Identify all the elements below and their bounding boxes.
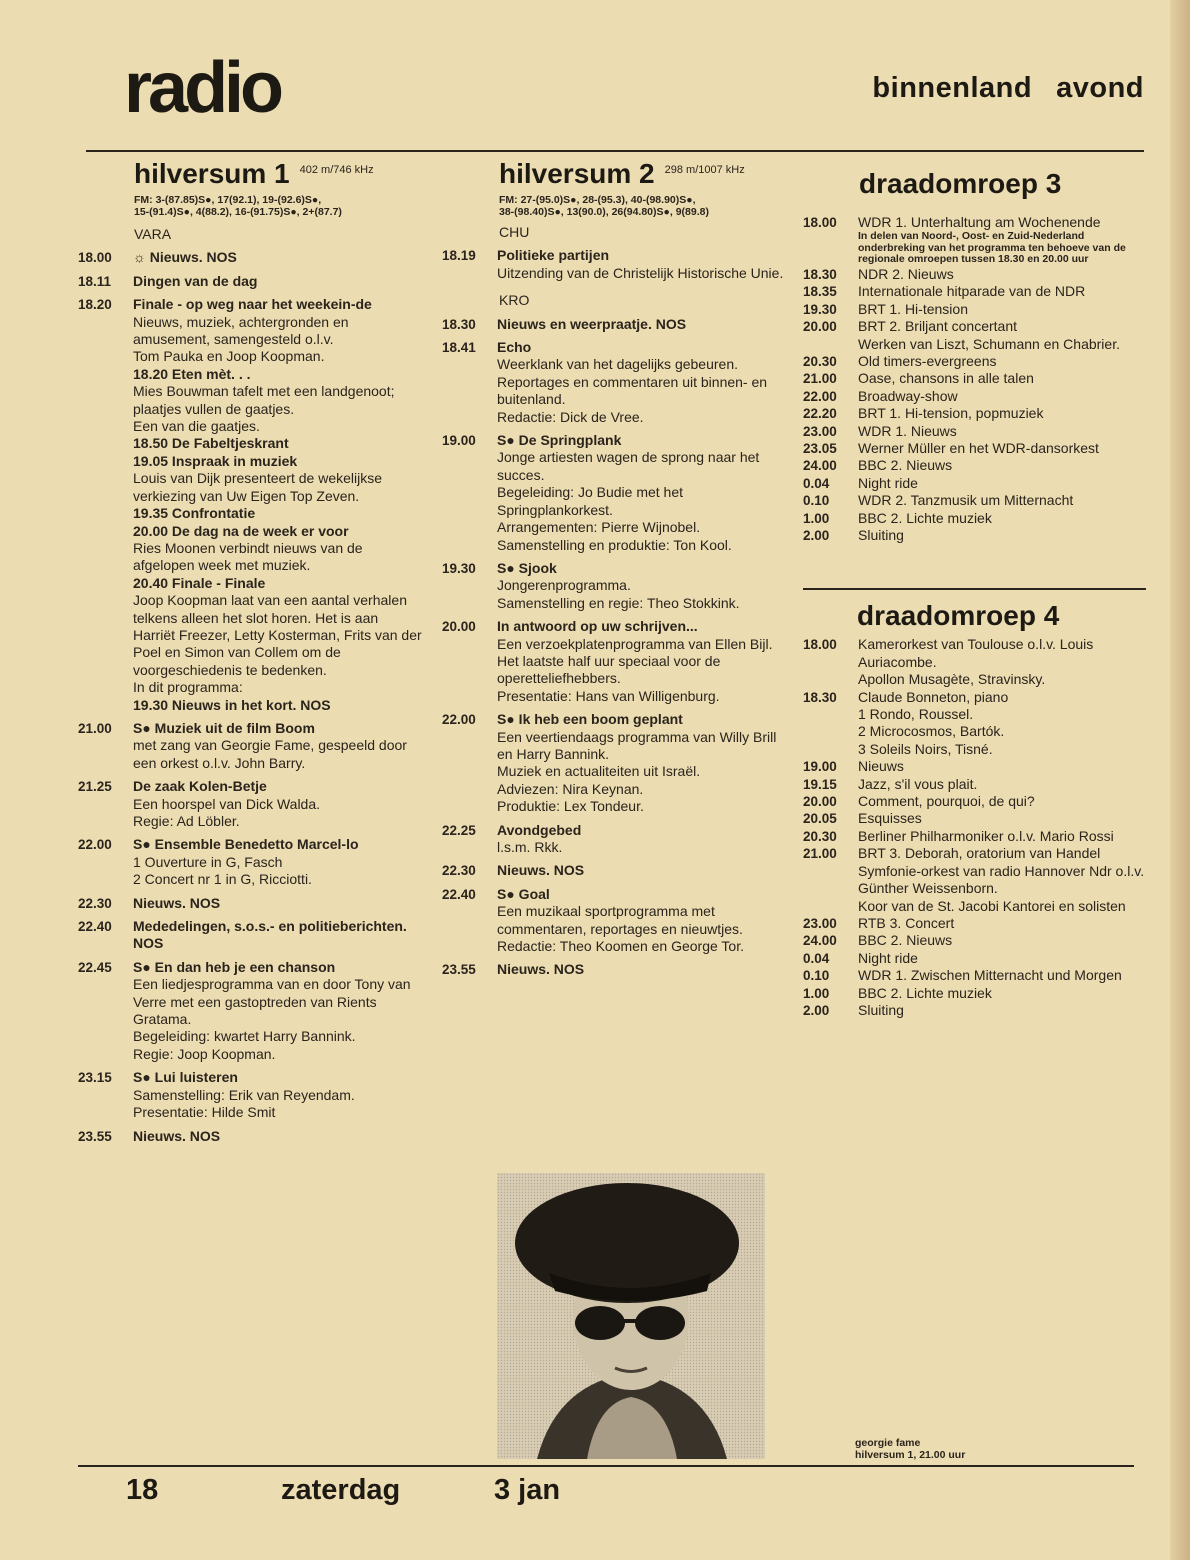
program-title: S● Muziek uit de film Boom bbox=[133, 719, 315, 736]
program-title: Nieuws en weerpraatje. NOS bbox=[497, 315, 687, 332]
program-line: BBC 2. Nieuws bbox=[858, 932, 953, 949]
program-entry bbox=[803, 283, 1146, 300]
program-entry bbox=[803, 985, 1146, 1002]
program-title: Politieke partijen bbox=[497, 247, 610, 264]
program-body bbox=[858, 967, 1146, 984]
program-description: Begeleiding: Jo Budie met het Springplankorkest. bbox=[497, 484, 684, 518]
program-body bbox=[858, 388, 1146, 405]
program-description: Samenstelling en regie: Theo Stokkink. bbox=[497, 594, 740, 611]
program-description: Redactie: Dick de Vree. bbox=[497, 408, 644, 425]
sub-program-title: 20.40 Finale - Finale bbox=[133, 574, 266, 591]
program-title: Nieuws. NOS bbox=[133, 894, 221, 911]
program-entry bbox=[803, 388, 1146, 405]
program-time: 18.30 bbox=[803, 689, 837, 705]
program-line: Werner Müller en het WDR-dansorkest bbox=[858, 439, 1099, 456]
program-body bbox=[858, 689, 1146, 759]
program-entry bbox=[803, 301, 1146, 318]
program-time: 0.10 bbox=[803, 493, 830, 509]
program-time: 23.00 bbox=[803, 915, 837, 931]
program-entry bbox=[803, 950, 1146, 967]
program-body bbox=[497, 862, 792, 879]
program-description: Een liedjesprogramma van en door Tony van Verre met een gastoptreden van Rients Gratama. bbox=[133, 976, 411, 1028]
program-time: 19.15 bbox=[803, 776, 837, 792]
program-body bbox=[133, 895, 423, 912]
program-time: 18.20 bbox=[78, 297, 112, 313]
program-title: S● Ensemble Benedetto Marcel-lo bbox=[133, 836, 359, 853]
program-body bbox=[858, 793, 1146, 810]
program-entry bbox=[803, 423, 1146, 440]
program-line: Night ride bbox=[858, 949, 918, 966]
program-time: 22.40 bbox=[442, 886, 476, 902]
program-time: 0.10 bbox=[803, 968, 830, 984]
program-body bbox=[858, 932, 1146, 949]
program-line: Claude Bonneton, piano bbox=[858, 688, 1009, 705]
program-body bbox=[858, 283, 1146, 300]
sub-program-title: 18.50 De Fabeltjeskrant bbox=[133, 435, 289, 452]
program-entry bbox=[442, 961, 792, 978]
program-time: 20.30 bbox=[803, 828, 837, 844]
program-time: 19.00 bbox=[442, 433, 476, 449]
column-draadomroep bbox=[803, 158, 1146, 1019]
program-entry bbox=[803, 776, 1146, 793]
page-spine-shadow bbox=[1170, 0, 1190, 1560]
masthead-title: radio bbox=[124, 48, 281, 128]
program-time: 22.00 bbox=[803, 388, 837, 404]
program-body bbox=[858, 457, 1146, 474]
program-description: Begeleiding: kwartet Harry Bannink. bbox=[133, 1028, 356, 1045]
station-title: draadomroep 3 bbox=[859, 168, 1062, 199]
program-description: Jongerenprogramma. bbox=[497, 577, 631, 594]
program-entry bbox=[803, 492, 1146, 509]
program-entry bbox=[78, 273, 423, 290]
program-entry bbox=[78, 1069, 423, 1121]
program-description: Adviezen: Nira Keynan. bbox=[497, 780, 644, 797]
program-body bbox=[858, 810, 1146, 827]
program-time: 19.30 bbox=[803, 301, 837, 317]
program-description: Reportages en commentaren uit binnen- en buitenland. bbox=[497, 373, 768, 408]
program-line: Werken van Liszt, Schumann en Chabrier. bbox=[858, 335, 1120, 352]
program-list bbox=[78, 249, 423, 1145]
program-entry bbox=[803, 510, 1146, 527]
program-time: 22.25 bbox=[442, 822, 476, 838]
program-line: Esquisses bbox=[858, 810, 922, 827]
program-entry bbox=[78, 895, 423, 912]
program-entry bbox=[803, 370, 1146, 387]
program-time: 18.00 bbox=[803, 215, 837, 230]
footer-day: zaterdag bbox=[281, 1474, 401, 1506]
program-title: Avondgebed bbox=[497, 821, 582, 838]
sub-program-title: 18.20 Eten mèt. . . bbox=[133, 365, 251, 382]
program-description: Een hoorspel van Dick Walda. bbox=[133, 795, 321, 812]
fm-frequencies: FM: 27-(95.0)S●, 28-(95.3), 40-(98.90)S●, 38-(98.40)S●, 13(90.0), 26(94.80)S●, 9(89.8) bbox=[499, 194, 709, 218]
program-line: Apollon Musagète, Stravinsky. bbox=[858, 671, 1046, 688]
program-time: 1.00 bbox=[803, 985, 830, 1001]
program-entry bbox=[803, 793, 1146, 810]
program-description: Arrangementen: Pierre Wijnobel. bbox=[497, 519, 701, 536]
program-entry bbox=[803, 1002, 1146, 1019]
program-title: S● Goal bbox=[497, 885, 550, 902]
program-entry bbox=[803, 810, 1146, 827]
program-entry bbox=[442, 618, 792, 705]
program-entry bbox=[442, 822, 792, 857]
program-line: WDR 1. Zwischen Mitternacht und Morgen bbox=[858, 967, 1122, 984]
sub-program-description: Mies Bouwman tafelt met een landgenoot; plaatjes vullen de gaatjes. bbox=[133, 383, 395, 417]
program-title: Dingen van de dag bbox=[133, 272, 258, 289]
program-time: 23.00 bbox=[803, 423, 837, 439]
program-time: 2.00 bbox=[803, 528, 830, 543]
program-entry bbox=[78, 778, 423, 830]
program-line: BRT 1. Hi-tension bbox=[858, 300, 968, 317]
program-list bbox=[803, 214, 1146, 544]
program-entry bbox=[803, 475, 1146, 492]
program-line: Sluiting bbox=[858, 1001, 904, 1018]
program-title: S● Sjook bbox=[497, 559, 557, 576]
program-description: 2 Concert nr 1 in G, Ricciotti. bbox=[133, 871, 312, 888]
program-time: 22.45 bbox=[78, 959, 112, 975]
program-time: 0.04 bbox=[803, 475, 830, 491]
program-line: BRT 2. Briljant concertant bbox=[858, 318, 1018, 335]
broadcaster-label: VARA bbox=[134, 226, 172, 242]
program-description: l.s.m. Rkk. bbox=[497, 839, 563, 855]
program-body bbox=[858, 845, 1146, 915]
sub-program-title: 19.05 Inspraak in muziek bbox=[133, 452, 298, 469]
program-entry bbox=[442, 560, 792, 612]
program-body bbox=[497, 886, 792, 956]
sub-program-description: Louis van Dijk presenteert de wekelijkse verkiezing van Uw Eigen Top Zeven. bbox=[133, 470, 383, 504]
column-rule bbox=[803, 588, 1146, 590]
program-time: 21.00 bbox=[78, 720, 112, 736]
program-description: Samenstelling: Erik van Reyendam. bbox=[133, 1086, 355, 1103]
portrait-photo bbox=[497, 1173, 765, 1459]
program-title: S● De Springplank bbox=[497, 432, 622, 449]
program-entry bbox=[78, 836, 423, 888]
program-line: BRT 3. Deborah, oratorium van Handel bbox=[858, 845, 1101, 862]
program-body bbox=[133, 720, 423, 772]
program-description: Een muzikaal sportprogramma met commentaren, reportages en nieuwtjes. bbox=[497, 903, 743, 937]
program-body bbox=[858, 475, 1146, 492]
program-line: Oase, chansons in alle talen bbox=[858, 370, 1034, 387]
program-title: ☼ Nieuws. NOS bbox=[133, 249, 237, 266]
program-entry bbox=[803, 636, 1146, 688]
program-time: 21.25 bbox=[78, 779, 112, 795]
program-entry bbox=[803, 828, 1146, 845]
program-time: 23.55 bbox=[442, 962, 476, 978]
program-line: Broadway-show bbox=[858, 387, 958, 404]
program-time: 22.30 bbox=[78, 895, 112, 911]
program-entry bbox=[803, 845, 1146, 915]
program-entry bbox=[803, 915, 1146, 932]
program-time: 18.35 bbox=[803, 284, 837, 300]
program-time: 24.00 bbox=[803, 458, 837, 474]
program-entry bbox=[803, 758, 1146, 775]
program-line: Sluiting bbox=[858, 527, 904, 543]
program-line: Internationale hitparade van de NDR bbox=[858, 283, 1086, 300]
program-entry bbox=[803, 405, 1146, 422]
program-body bbox=[858, 301, 1146, 318]
program-body bbox=[858, 758, 1146, 775]
program-body bbox=[497, 961, 792, 978]
program-body bbox=[133, 273, 423, 290]
program-description: Weerklank van het dagelijks gebeuren. bbox=[497, 356, 739, 373]
program-title: In antwoord op uw schrijven... bbox=[497, 618, 698, 635]
program-body bbox=[497, 618, 792, 705]
program-body bbox=[497, 316, 792, 333]
program-body bbox=[858, 636, 1146, 688]
program-line: WDR 1. Nieuws bbox=[858, 422, 957, 439]
program-entry bbox=[78, 918, 423, 953]
program-body bbox=[497, 432, 792, 554]
program-description: met zang van Georgie Fame, gespeeld door een orkest o.l.v. John Barry. bbox=[133, 737, 407, 771]
program-body bbox=[133, 778, 423, 830]
program-time: 19.00 bbox=[803, 759, 837, 775]
program-entry bbox=[78, 959, 423, 1063]
program-body bbox=[858, 405, 1146, 422]
program-entry bbox=[803, 689, 1146, 759]
program-description: Produktie: Lex Tondeur. bbox=[497, 798, 644, 815]
bottom-rule bbox=[78, 1465, 1134, 1467]
program-time: 18.30 bbox=[442, 316, 476, 332]
program-line: BRT 1. Hi-tension, popmuziek bbox=[858, 405, 1044, 422]
program-line: Comment, pourquoi, de qui? bbox=[858, 793, 1035, 810]
program-line: 1 Rondo, Roussel. bbox=[858, 706, 974, 723]
program-entry bbox=[442, 862, 792, 879]
program-entry bbox=[442, 886, 792, 956]
station-title: draadomroep 4 bbox=[857, 600, 1060, 632]
program-body bbox=[858, 353, 1146, 370]
program-body bbox=[497, 339, 792, 426]
program-body bbox=[858, 370, 1146, 387]
program-description: Tom Pauka en Joop Koopman. bbox=[133, 348, 325, 365]
program-body bbox=[858, 423, 1146, 440]
program-title: S● En dan heb je een chanson bbox=[133, 958, 336, 975]
section-label bbox=[872, 72, 1144, 105]
program-line: NDR 2. Nieuws bbox=[858, 265, 954, 282]
program-title: Mededelingen, s.o.s.- en politieberichten. NOS bbox=[133, 918, 407, 952]
program-body bbox=[133, 1128, 423, 1145]
program-time: 24.00 bbox=[803, 933, 837, 949]
program-description: Presentatie: Hans van Willigenburg. bbox=[497, 687, 720, 704]
program-body bbox=[858, 440, 1146, 457]
broadcaster-block bbox=[442, 316, 792, 979]
program-time: 18.19 bbox=[442, 248, 476, 264]
program-line: WDR 2. Tanzmusik um Mitternacht bbox=[858, 492, 1074, 509]
program-body bbox=[858, 318, 1146, 353]
station-title: hilversum 1 bbox=[134, 158, 290, 189]
program-entry bbox=[78, 296, 423, 714]
program-description: Een verzoekplatenprogramma van Ellen Bijl. Het laatste half uur speciaal voor de operetteliefhebbers. bbox=[497, 635, 773, 687]
program-time: 23.15 bbox=[78, 1070, 112, 1086]
program-entry bbox=[803, 932, 1146, 949]
column-hilversum-2 bbox=[442, 158, 792, 979]
program-description: Presentatie: Hilde Smit bbox=[133, 1104, 276, 1121]
sub-program-title: 20.00 De dag na de week er voor bbox=[133, 522, 349, 539]
program-entry bbox=[78, 720, 423, 772]
sub-program-title: 19.30 Nieuws in het kort. NOS bbox=[133, 696, 331, 713]
program-entry bbox=[803, 353, 1146, 370]
program-list bbox=[803, 636, 1146, 1019]
program-time: 18.00 bbox=[78, 250, 112, 266]
program-time: 18.30 bbox=[803, 266, 837, 282]
program-entry bbox=[442, 339, 792, 426]
program-body bbox=[858, 985, 1146, 1002]
program-body bbox=[858, 266, 1146, 283]
program-title: De zaak Kolen-Betje bbox=[133, 778, 267, 795]
program-line: Jazz, s'il vous plait. bbox=[858, 775, 978, 792]
program-line: 2 Microcosmos, Bartók. bbox=[858, 723, 1005, 740]
program-body bbox=[858, 1002, 1146, 1019]
program-body bbox=[497, 711, 792, 815]
program-time: 20.00 bbox=[803, 794, 837, 810]
program-time: 20.05 bbox=[803, 811, 837, 827]
fm-frequencies: FM: 3-(87.85)S●, 17(92.1), 19-(92.6)S●, 15-(91.4)S●, 4(88.2), 16-(91.75)S●, 2+(87.7) bbox=[134, 194, 342, 218]
sub-program-title: 19.35 Confrontatie bbox=[133, 505, 256, 522]
program-entry bbox=[442, 247, 792, 282]
program-time: 20.00 bbox=[803, 319, 837, 335]
top-rule bbox=[86, 150, 1144, 152]
sub-program-description: In dit programma: bbox=[133, 679, 243, 696]
program-description: Nieuws, muziek, achtergronden en amusement, samengesteld o.l.v. bbox=[133, 313, 349, 348]
program-description: Een veertiendaags programma van Willy Brill en Harry Bannink. bbox=[497, 728, 777, 762]
program-body bbox=[858, 510, 1146, 527]
program-line: BBC 2. Lichte muziek bbox=[858, 984, 992, 1001]
program-title: S● Lui luisteren bbox=[133, 1069, 238, 1086]
program-line: Old timers-evergreens bbox=[858, 352, 997, 369]
sub-program-description: Een van die gaatjes. bbox=[133, 418, 260, 435]
program-body bbox=[497, 560, 792, 612]
program-description: Redactie: Theo Koomen en George Tor. bbox=[497, 938, 744, 955]
program-description: Samenstelling en produktie: Ton Kool. bbox=[497, 536, 732, 553]
program-body bbox=[497, 822, 792, 857]
program-body bbox=[858, 915, 1146, 932]
sub-program-description: Joop Koopman laat van een aantal verhalen telkens alleen het slot horen. Het is aan Harriët Freezer, Letty Kosterman, Frits van der Poel en Simon van Collem om de voorgeschiedenis te bedenken. bbox=[133, 592, 422, 678]
portrait-illustration bbox=[497, 1173, 765, 1459]
program-line: BBC 2. Nieuws bbox=[858, 457, 953, 474]
broadcaster-label: CHU bbox=[499, 224, 530, 240]
program-time: 22.30 bbox=[442, 863, 476, 879]
program-time: 23.05 bbox=[803, 440, 837, 456]
station-title: hilversum 2 bbox=[499, 158, 655, 189]
program-body bbox=[858, 492, 1146, 509]
broadcaster-block bbox=[442, 247, 792, 282]
program-time: 22.00 bbox=[78, 837, 112, 853]
program-description: 1 Ouverture in G, Fasch bbox=[133, 853, 283, 870]
program-title: S● Ik heb een boom geplant bbox=[497, 711, 683, 728]
program-body bbox=[133, 959, 423, 1063]
program-time: 21.00 bbox=[803, 846, 837, 862]
footer-date: 3 jan bbox=[494, 1474, 561, 1506]
program-body bbox=[497, 247, 792, 282]
broadcaster-label: KRO bbox=[499, 292, 530, 309]
program-time: 21.00 bbox=[803, 371, 837, 387]
program-entry bbox=[803, 457, 1146, 474]
program-title: Nieuws. NOS bbox=[497, 862, 585, 879]
program-entry bbox=[803, 214, 1146, 266]
program-description: Muziek en actualiteiten uit Israël. bbox=[497, 763, 701, 780]
program-time: 18.00 bbox=[803, 637, 837, 653]
program-line: Kamerorkest van Toulouse o.l.v. Louis Auriacombe. bbox=[858, 636, 1094, 670]
program-line: WDR 1. Unterhaltung am Wochenende bbox=[858, 214, 1101, 230]
program-title: Finale - op weg naar het weekein-de bbox=[133, 296, 372, 313]
program-note: In delen van Noord-, Oost- en Zuid-Nederland onderbreking van het programma ten behoeve van de regionale omroepen tussen 18.30 en 20.00 uur bbox=[858, 230, 1126, 266]
program-entry bbox=[78, 1128, 423, 1145]
program-time: 22.00 bbox=[442, 712, 476, 728]
program-entry bbox=[803, 318, 1146, 353]
program-time: 22.20 bbox=[803, 406, 837, 422]
program-entry bbox=[803, 266, 1146, 283]
program-description: Jonge artiesten wagen de sprong naar het succes. bbox=[497, 449, 760, 483]
program-time: 19.30 bbox=[442, 560, 476, 576]
program-line: Berliner Philharmoniker o.l.v. Mario Rossi bbox=[858, 827, 1114, 844]
program-title: Nieuws. NOS bbox=[497, 961, 585, 978]
program-time: 23.55 bbox=[78, 1128, 112, 1144]
program-entry bbox=[78, 249, 423, 266]
program-body bbox=[858, 828, 1146, 845]
program-time: 22.40 bbox=[78, 919, 112, 935]
program-body bbox=[133, 249, 423, 266]
page-number: 18 bbox=[126, 1474, 159, 1506]
station-frequency: 402 m/746 kHz bbox=[299, 164, 374, 176]
program-time: 2.00 bbox=[803, 1002, 830, 1018]
program-body bbox=[858, 214, 1146, 266]
program-description: Regie: Ad Löbler. bbox=[133, 813, 240, 829]
program-description: Uitzending van de Christelijk Historische Unie. bbox=[497, 264, 784, 281]
program-line: Night ride bbox=[858, 474, 918, 491]
program-line: RTB 3. Concert bbox=[858, 914, 955, 931]
program-time: 1.00 bbox=[803, 510, 830, 526]
sub-program-description: Ries Moonen verbindt nieuws van de afgelopen week met muziek. bbox=[133, 539, 363, 574]
program-body bbox=[858, 527, 1146, 544]
program-body bbox=[133, 836, 423, 888]
station-frequency: 298 m/1007 kHz bbox=[664, 164, 745, 176]
program-entry bbox=[803, 440, 1146, 457]
program-body bbox=[133, 296, 423, 714]
program-time: 20.00 bbox=[442, 619, 476, 635]
program-entry bbox=[442, 432, 792, 554]
program-description: Regie: Joop Koopman. bbox=[133, 1045, 276, 1062]
photo-caption: georgie fame hilversum 1, 21.00 uur bbox=[855, 1437, 966, 1461]
program-list bbox=[442, 224, 792, 979]
program-title: Nieuws. NOS bbox=[133, 1127, 221, 1144]
program-time: 0.04 bbox=[803, 950, 830, 966]
program-entry bbox=[803, 527, 1146, 544]
program-line: Nieuws bbox=[858, 758, 904, 775]
section-right: avond bbox=[1056, 72, 1144, 104]
column-hilversum-1 bbox=[78, 158, 423, 1145]
program-body bbox=[133, 918, 423, 953]
program-body bbox=[133, 1069, 423, 1121]
program-line: Koor van de St. Jacobi Kantorei en solisten bbox=[858, 897, 1126, 914]
program-entry bbox=[442, 316, 792, 333]
program-entry bbox=[803, 967, 1146, 984]
program-title: Echo bbox=[497, 339, 532, 356]
program-entry bbox=[442, 711, 792, 815]
program-line: Symfonie-orkest van radio Hannover Ndr o.l.v. Günther Weissenborn. bbox=[858, 862, 1145, 897]
section-left: binnenland bbox=[872, 72, 1033, 104]
program-time: 20.30 bbox=[803, 353, 837, 369]
program-time: 18.41 bbox=[442, 340, 476, 356]
program-line: 3 Soleils Noirs, Tisné. bbox=[858, 740, 993, 757]
program-time: 18.11 bbox=[78, 273, 112, 289]
program-line: BBC 2. Lichte muziek bbox=[858, 509, 992, 526]
program-body bbox=[858, 776, 1146, 793]
program-body bbox=[858, 950, 1146, 967]
